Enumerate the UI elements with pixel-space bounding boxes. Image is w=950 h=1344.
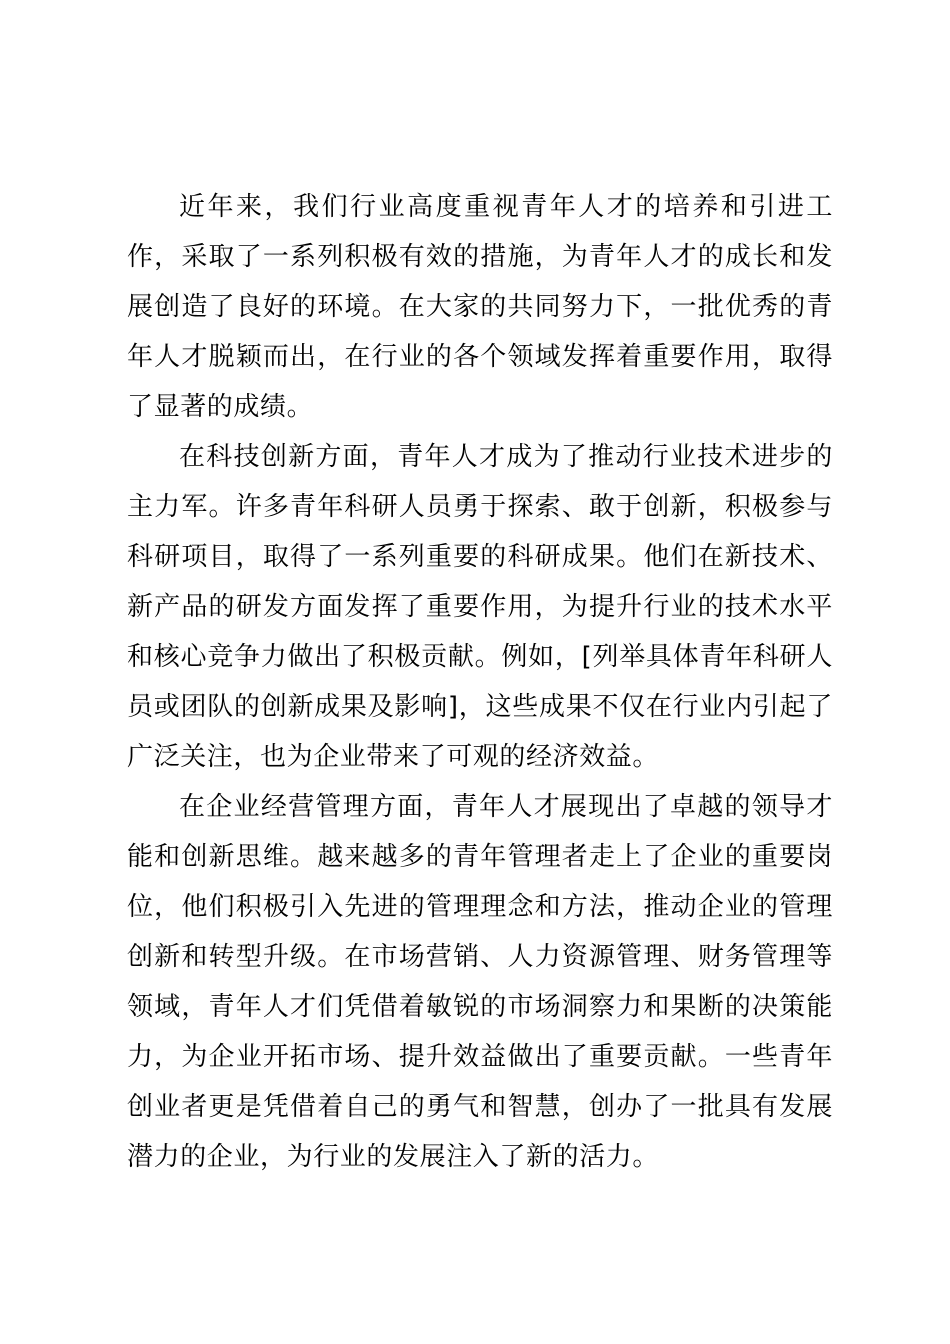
paragraph-business-management: 在企业经营管理方面，青年人才展现出了卓越的领导才能和创新思维。越来越多的青年管理者走上了企业的重要岗位，他们积极引入先进的管理理念和方法，推动企业的管理创新和转型升级。在市场营销、人力资源管理、财务管理等领域，青年人才们凭借着敏锐的市场洞察力和果断的决策能力，为企业开拓市场、提升效益做出了重要贡献。一些青年创业者更是凭借着自己的勇气和智慧，创办了一批具有发展潜力的企业，为行业的发展注入了新的活力。 (127, 792, 833, 1172)
paragraph-talent-cultivation: 近年来，我们行业高度重视青年人才的培养和引进工作，采取了一系列积极有效的措施，为青年人才的成长和发展创造了良好的环境。在大家的共同努力下，一批优秀的青年人才脱颖而出，在行业的各个领域发挥着重要作用，取得了显著的成绩。 (127, 192, 833, 422)
paragraph-tech-innovation: 在科技创新方面，青年人才成为了推动行业技术进步的主力军。许多青年科研人员勇于探索、敢于创新，积极参与科研项目，取得了一系列重要的科研成果。他们在新技术、新产品的研发方面发挥了重要作用，为提升行业的技术水平和核心竞争力做出了积极贡献。例如，[列举具体青年科研人员或团队的创新成果及影响]，这些成果不仅在行业内引起了广泛关注，也为企业带来了可观的经济效益。 (127, 442, 833, 772)
document-body (127, 182, 833, 1182)
